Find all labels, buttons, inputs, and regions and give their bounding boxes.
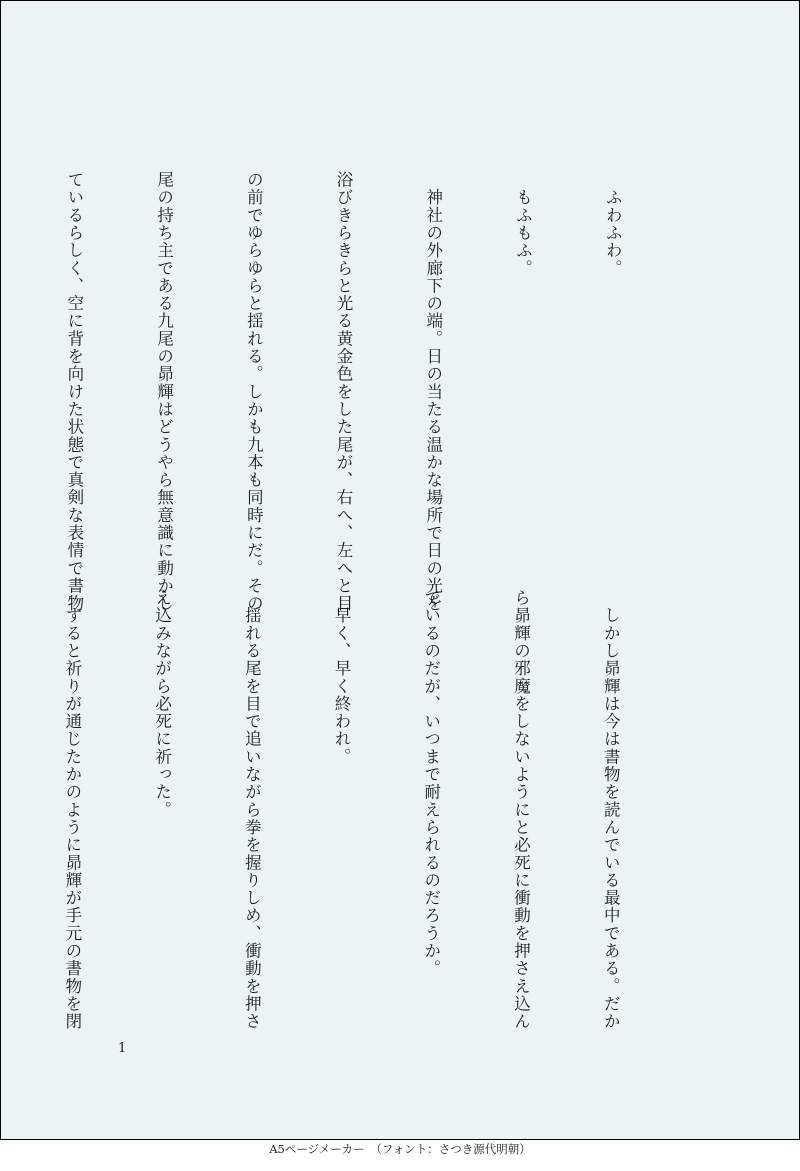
text-line: え込みながら必死に祈った。 [152,589,172,819]
text-line: ら昴輝の邪魔をしないようにと必死に衝動を押さえ込ん [511,589,531,1031]
text-line: ているらしく、空に背を向けた状態で真剣な表情で書物 [64,171,84,613]
text-block-top [0,171,687,612]
text-line: の前でゆらゆらと揺れる。しかも九本も同時にだ。その [244,171,264,613]
text-line: しかし昴輝は今は書物を読んでいる最中である。だか [601,589,621,1031]
text-line: すると祈りが通じたかのように昴輝が手元の書物を閉 [62,589,82,1031]
text-line: 神社の外廊下の端。日の当たる温かな場所で日の光を [423,171,443,613]
text-line: 尾の持ち主である九尾の昴輝はどうやら無意識に動かし [154,171,174,613]
page-number: 1 [118,1041,127,1056]
text-line: ふわふわ。 [603,171,623,277]
text-line: 浴びきらきらと光る黄金色をした尾が、右へ、左へと目 [334,171,354,613]
text-line: もふもふ。 [513,171,533,277]
text-line: 早く、早く終われ。 [332,589,352,766]
text-line: 揺れる尾を目で追いながら拳を握りしめ、衝動を押さ [242,589,262,1031]
text-block-bottom [0,589,685,1030]
footer-caption: A5ページメーカー （フォント：さつき源代明朝） [269,1142,531,1156]
text-line: でいるのだが、いつまで耐えられるのだろうか。 [421,589,441,978]
